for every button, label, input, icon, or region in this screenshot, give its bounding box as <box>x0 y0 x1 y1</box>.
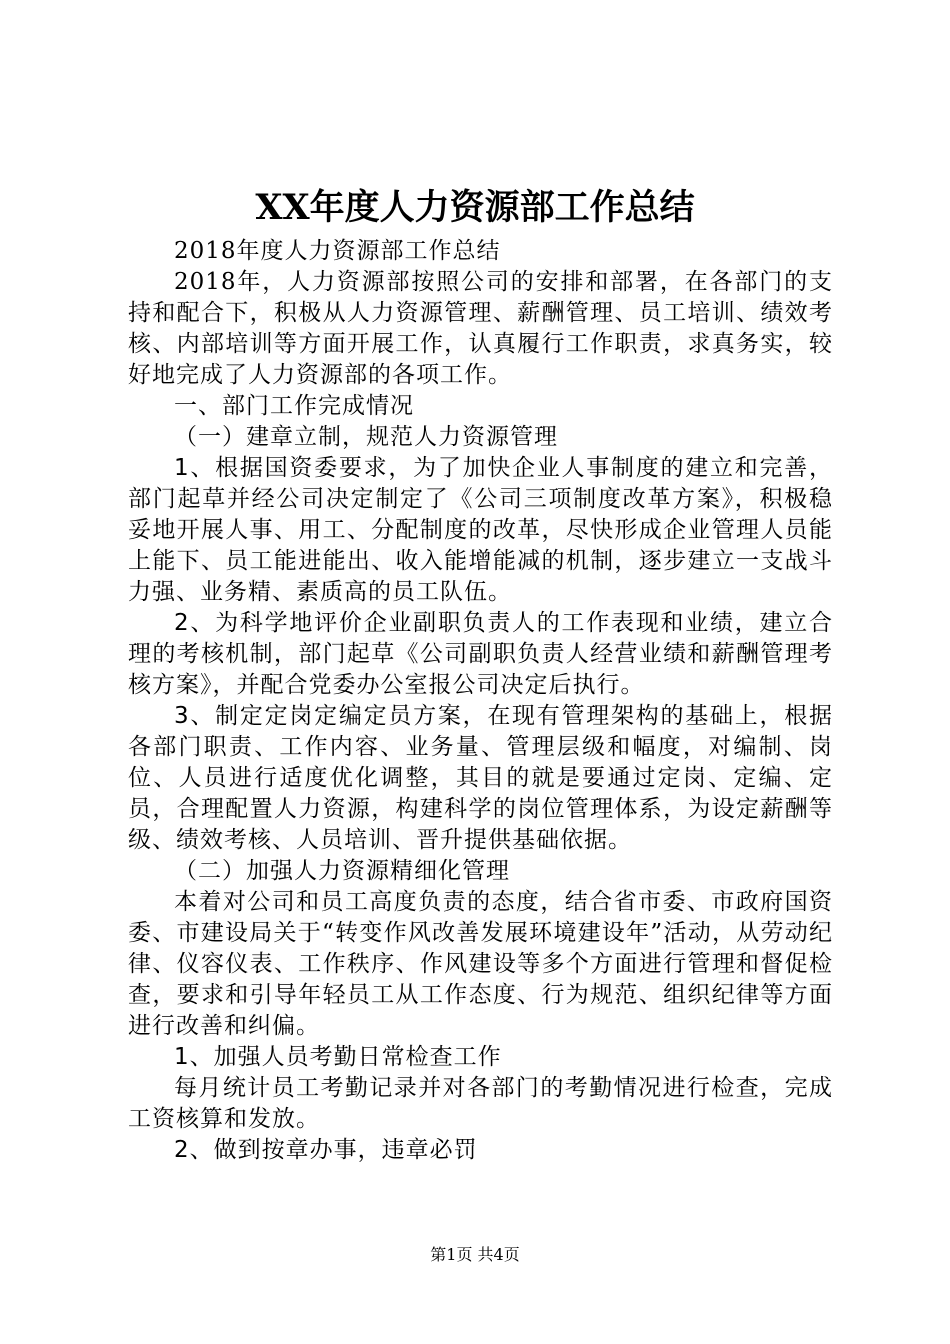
subsection-heading-1: （一）建章立制，规范人力资源管理 <box>174 424 558 450</box>
section-heading-1: 一、部门工作完成情况 <box>174 393 414 419</box>
page-footer: 第1页 共4页 <box>430 1245 520 1264</box>
paragraph-intro: 2018年，人力资源部按照公司的安排和部署，在各部门的支持和配合下，积极从人力资源管理、薪酬管理、员工培训、绩效考核、内部培训等方面开展工作，认真履行工作职责，求真务实，较好地完成了人力资源部的各项工作。 <box>128 269 833 388</box>
paragraph-heading-rules: 2、做到按章办事，违章必罚 <box>174 1137 478 1163</box>
paragraph-heading-attendance: 1、加强人员考勤日常检查工作 <box>174 1044 502 1070</box>
paragraph-subtitle: 2018年度人力资源部工作总结 <box>174 238 501 264</box>
paragraph-item-1: 1、根据国资委要求，为了加快企业人事制度的建立和完善，部门起草并经公司决定制定了《公司三项制度改革方案》，积极稳妥地开展人事、用工、分配制度的改革，尽快形成企业管理人员能上能下、员工能进能出、收入能增能减的机制，逐步建立一支战斗力强、业务精、素质高的员工队伍。 <box>128 455 833 605</box>
paragraph-item-3: 3、制定定岗定编定员方案，在现有管理架构的基础上，根据各部门职责、工作内容、业务量、管理层级和幅度，对编制、岗位、人员进行适度优化调整，其目的就是要通过定岗、定编、定员，合理配置人力资源，构建科学的岗位管理体系，为设定薪酬等级、绩效考核、人员培训、晋升提供基础依据。 <box>128 703 833 853</box>
subsection-heading-2: （二）加强人力资源精细化管理 <box>174 858 510 884</box>
document-title: XX年度人力资源部工作总结 <box>255 187 695 228</box>
paragraph-attendance: 每月统计员工考勤记录并对各部门的考勤情况进行检查，完成工资核算和发放。 <box>128 1075 833 1132</box>
paragraph-section-2-intro: 本着对公司和员工高度负责的态度，结合省市委、市政府国资委、市建设局关于“转变作风改善发展环境建设年”活动，从劳动纪律、仪容仪表、工作秩序、作风建设等多个方面进行管理和督促检查，要求和引导年轻员工从工作态度、行为规范、组织纪律等方面进行改善和纠偏。 <box>128 889 833 1039</box>
document-body <box>128 236 833 1166</box>
paragraph-item-2: 2、为科学地评价企业副职负责人的工作表现和业绩，建立合理的考核机制，部门起草《公司副职负责人经营业绩和薪酬管理考核方案》，并配合党委办公室报公司决定后执行。 <box>128 610 833 698</box>
